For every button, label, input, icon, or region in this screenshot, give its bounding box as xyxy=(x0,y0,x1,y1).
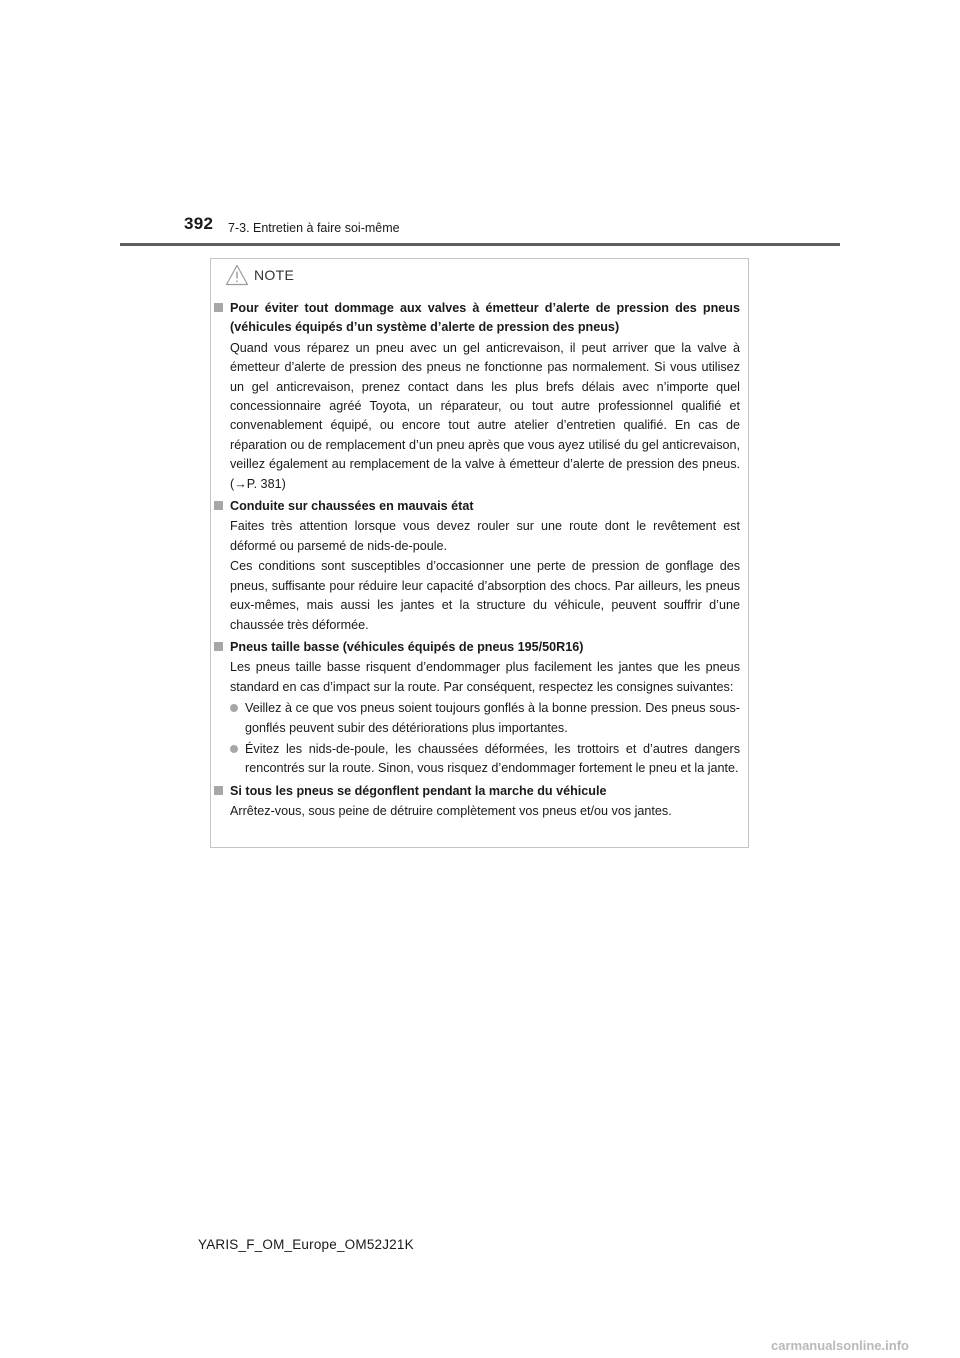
square-bullet-icon xyxy=(214,786,223,795)
section-paragraph: Quand vous réparez un pneu avec un gel anticrevaison, il peut arriver que la valve à émetteur d’alerte de pression des pneus ne fonctionne pas normalement. Si vous utilisez un gel anticrevaison, prenez contact dans les plus brefs délais avec n’importe quel concessionnaire agréé Toyota, un réparateur, ou tout autre professionnel qualifié et convenablement équipé, ou encore tout autre atelier d’entretien qualifié. En cas de réparation ou de remplacement d’un pneu après que vous ayez utilisé du gel anticrevaison, veillez également au remplacement de la valve à émetteur d’alerte de pression des pneus. (→P. 381) xyxy=(230,340,740,491)
note-section-valve xyxy=(214,299,740,494)
square-bullet-icon xyxy=(214,642,223,651)
note-header xyxy=(225,261,294,289)
document-id: YARIS_F_OM_Europe_OM52J21K xyxy=(198,1237,414,1252)
page-number: 392 xyxy=(184,214,214,233)
section-paragraph: Arrêtez-vous, sous peine de détruire complètement vos pneus et/ou vos jantes. xyxy=(230,804,672,819)
square-bullet-icon xyxy=(214,501,223,510)
round-bullet-icon xyxy=(230,704,238,712)
section-heading: Si tous les pneus se dégonflent pendant la marche du véhicule xyxy=(230,783,607,798)
note-box xyxy=(210,258,749,848)
section-heading: Conduite sur chaussées en mauvais état xyxy=(230,499,474,514)
note-content xyxy=(211,299,748,825)
list-item xyxy=(214,699,740,738)
list-item-text: Évitez les nids-de-poule, les chaussées déformées, les trottoirs et d’autres dangers rencontrés sur la route. Sinon, vous risquez d’endommager fortement le pneu et la jante. xyxy=(245,741,740,776)
list-item-text: Veillez à ce que vos pneus soient toujours gonflés à la bonne pression. Des pneus sous-gonflés peuvent subir des détériorations plus importantes. xyxy=(245,701,740,735)
round-bullet-icon xyxy=(230,745,238,753)
note-section-bad-roads xyxy=(214,497,740,635)
section-paragraph: Faites très attention lorsque vous devez rouler sur une route dont le revêtement est déformé ou parsemé de nids-de-poule. xyxy=(230,519,740,553)
section-heading: Pour éviter tout dommage aux valves à émetteur d’alerte de pression des pneus (véhicules équipés d’un système d’alerte de pression des pneus) xyxy=(230,301,740,335)
section-heading: Pneus taille basse (véhicules équipés de pneus 195/50R16) xyxy=(230,639,584,654)
watermark: carmanualsonline.info xyxy=(771,1338,909,1353)
header-divider xyxy=(120,243,840,246)
note-section-low-profile-tires xyxy=(214,638,740,779)
section-paragraph: Ces conditions sont susceptibles d’occasionner une perte de pression de gonflage des pneus, suffisante pour réduire leur capacité d’absorption des chocs. Par ailleurs, les pneus eux-mêmes, mais aussi les jantes et la structure du véhicule, peuvent souffrir d’une chaussée très déformée. xyxy=(230,559,740,632)
warning-triangle-icon xyxy=(225,264,249,286)
list-item xyxy=(214,740,740,779)
section-paragraph: Les pneus taille basse risquent d’endommager plus facilement les jantes que les pneus standard en cas d’impact sur la route. Par conséquent, respectez les consignes suivantes: xyxy=(230,660,740,694)
note-section-all-tires-deflate xyxy=(214,782,740,822)
square-bullet-icon xyxy=(214,303,223,312)
note-title: NOTE xyxy=(254,267,295,283)
chapter-section-title: 7-3. Entretien à faire soi-même xyxy=(228,221,400,235)
